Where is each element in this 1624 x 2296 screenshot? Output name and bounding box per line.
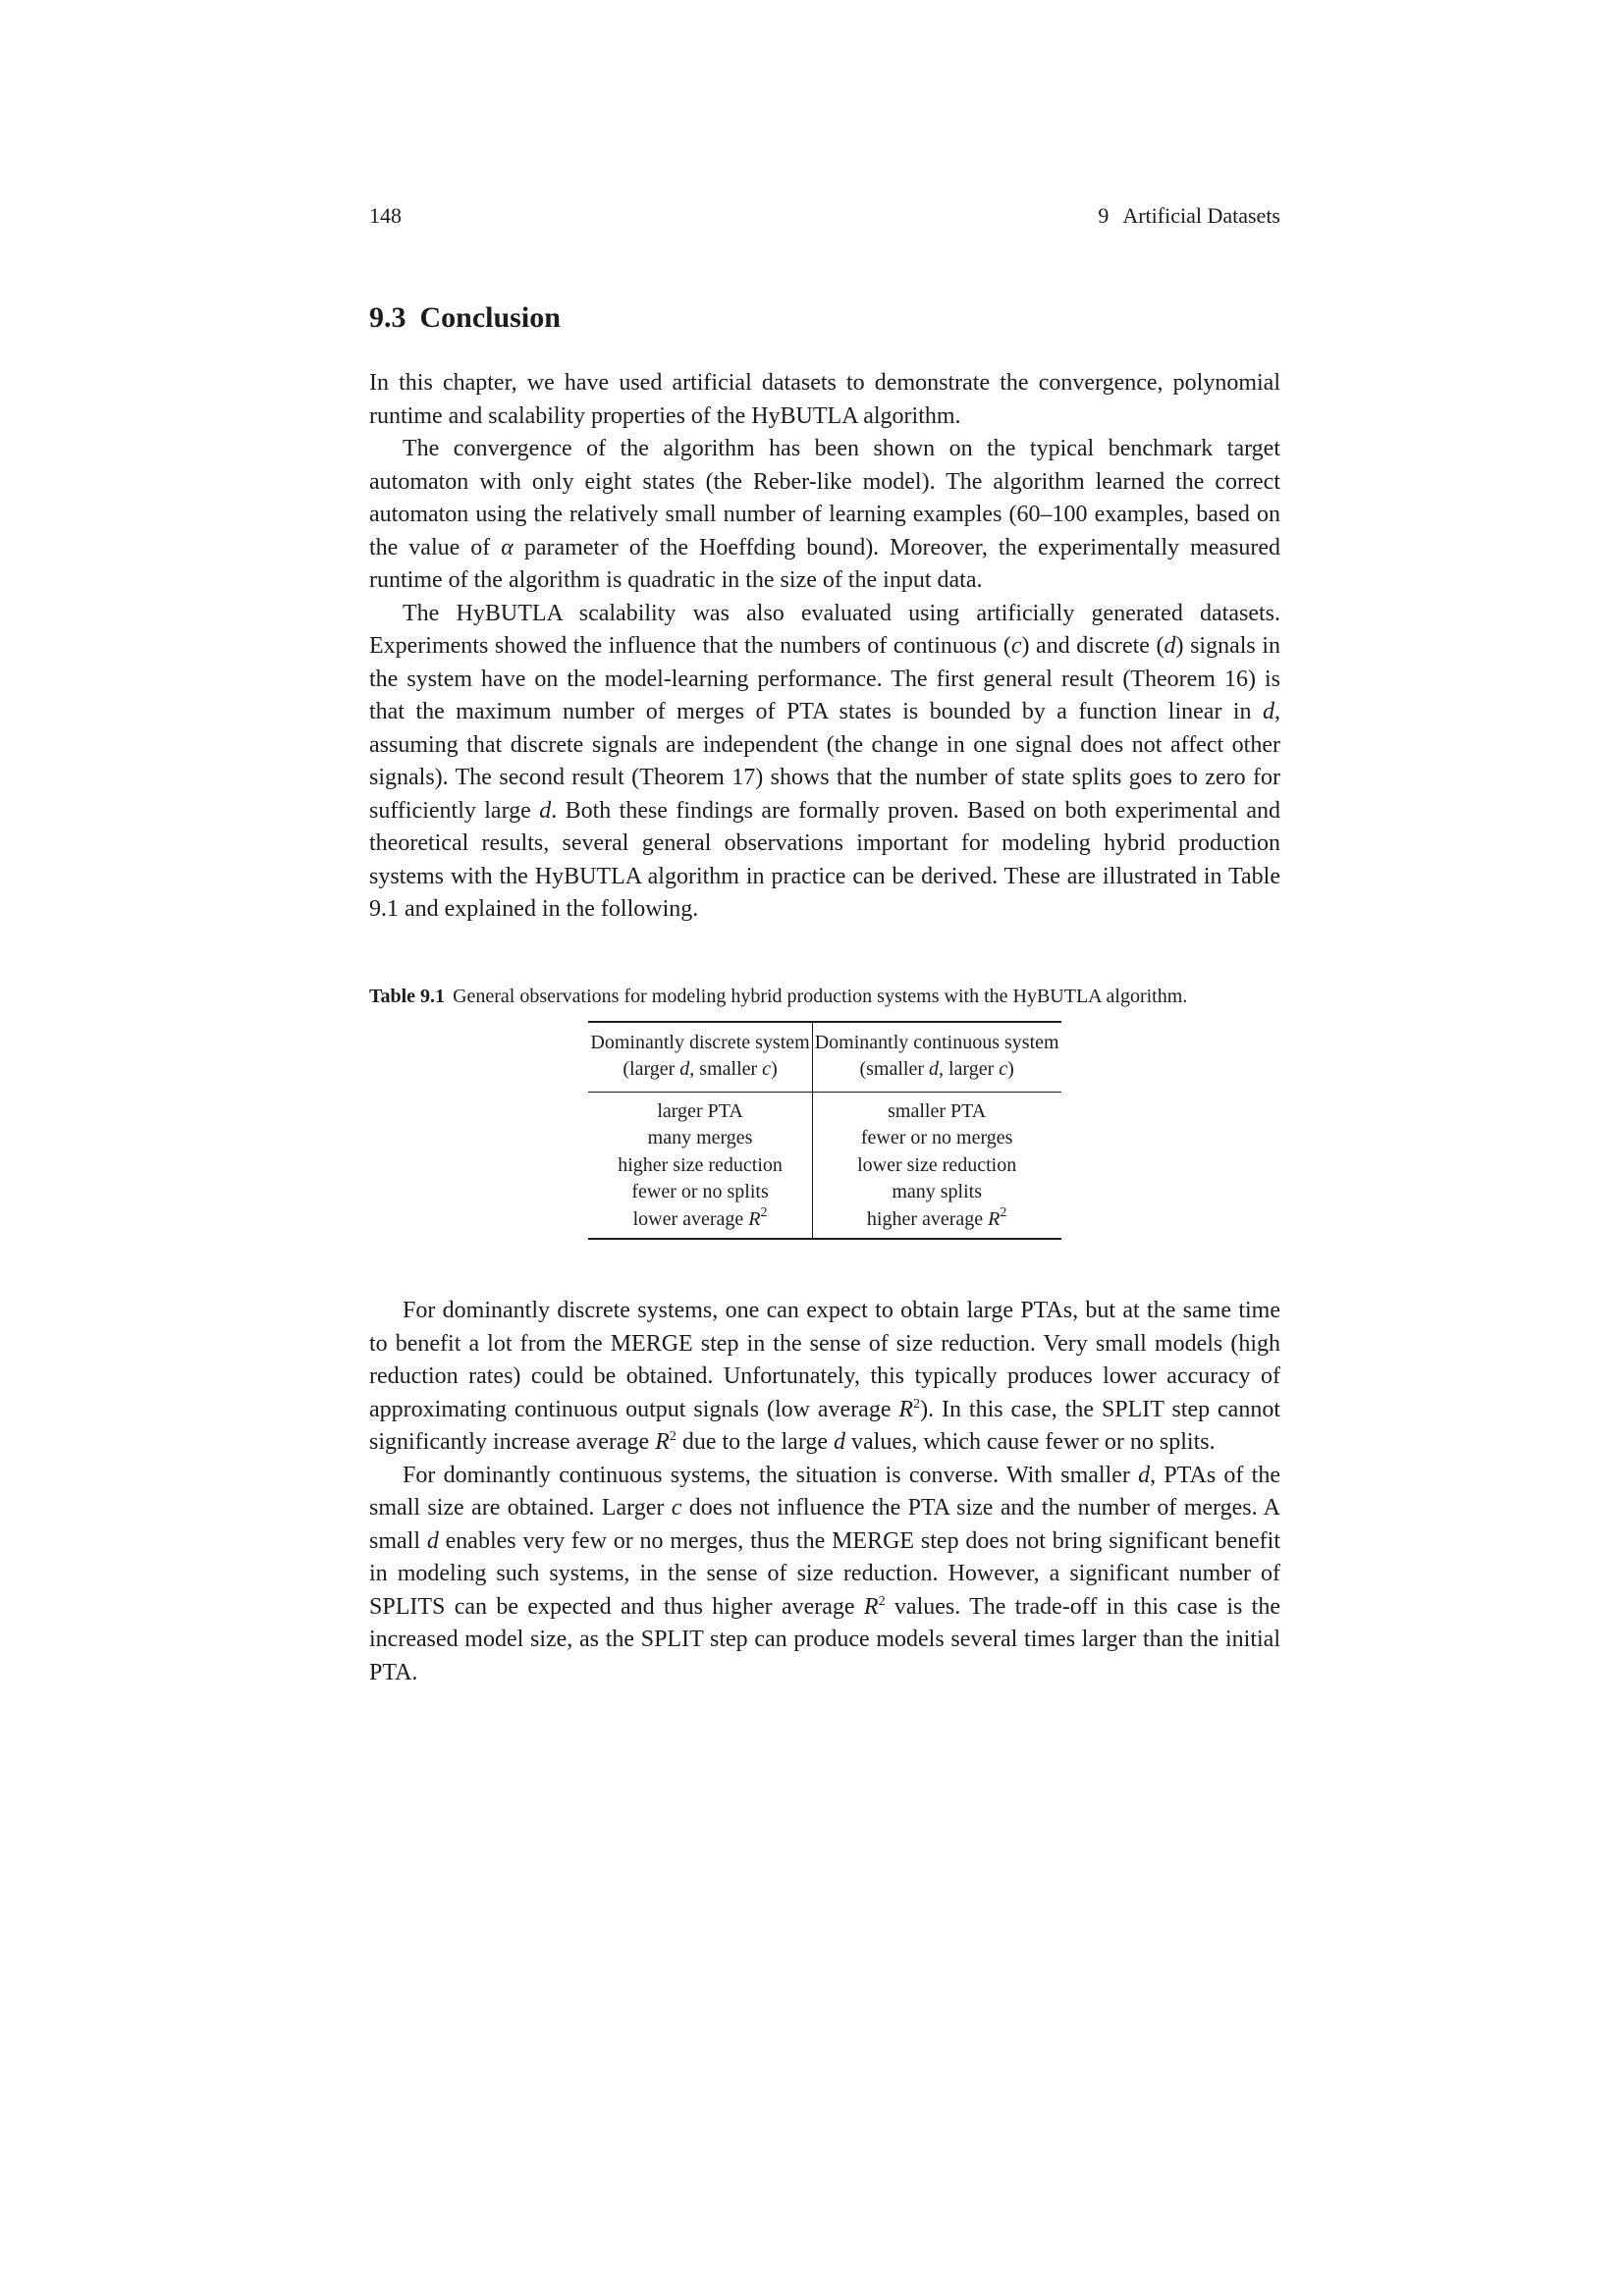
table-cell: fewer or no merges xyxy=(860,1127,1013,1148)
paragraph-4: For dominantly discrete systems, one can expect to obtain large PTAs, but at the same time to benefit a lot from the MERGE step in the sense of size reduction. Very small models (high reduction rates) could be obtained. Unfortunately, this typically produces lower accuracy of approximating continuous output signals (low average $R^2$). In this case, the SPLIT step cannot significantly increase average $R^2$ due to the large d values, which cause fewer or no splits. xyxy=(369,1298,1280,1455)
page-number: 148 xyxy=(369,203,402,228)
table-row xyxy=(588,1125,1060,1152)
running-head xyxy=(369,201,1280,231)
table-row xyxy=(588,1179,1060,1206)
table-row xyxy=(588,1092,1060,1125)
table-cell: lower average $R^2$ xyxy=(588,1206,812,1240)
table-cell: higher average $R^2$ xyxy=(866,1204,1007,1230)
section-title: Conclusion xyxy=(419,301,561,334)
table-row xyxy=(588,1206,1060,1240)
observations-table xyxy=(588,1021,1060,1241)
table-row xyxy=(588,1152,1060,1180)
section-number: 9.3 xyxy=(369,301,406,334)
table-label: Table 9.1 xyxy=(369,985,446,1007)
table-cell: fewer or no splits xyxy=(588,1179,812,1206)
chapter-heading xyxy=(1098,201,1280,231)
table-cell: smaller PTA xyxy=(888,1099,987,1122)
table-caption xyxy=(369,984,1280,1010)
table-cell: many splits xyxy=(892,1181,982,1202)
chapter-title: Artificial Datasets xyxy=(1122,203,1280,228)
section-heading xyxy=(369,298,1280,338)
col-header-discrete: Dominantly discrete system (larger d, smaller c) xyxy=(588,1022,812,1093)
paragraph-3: The HyBUTLA scalability was also evaluated using artificially generated datasets. Experiments showed the influence that the numbers of continuous (c) and discrete (d) signals in the system have on the model-learning performance. The first general result (Theorem 16) is that the maximum number of merges of PTA states is bounded by a function linear in d, assuming that discrete signals are independent (the change in one signal does not affect other signals). The second result (Theorem 17) shows that the number of state splits goes to zero for sufficiently large d. Both these findings are formally proven. Based on both experimental and theoretical results, several general observations important for modeling hybrid production systems with the HyBUTLA algorithm in practice can be derived. These are illustrated in Table 9.1 and explained in the following. xyxy=(369,600,1281,922)
discussion-text xyxy=(369,1295,1280,1689)
chapter-number: 9 xyxy=(1098,203,1110,228)
table-cell: many merges xyxy=(588,1125,812,1152)
page xyxy=(369,201,1280,1689)
col-header-continuous: Dominantly continuous system (smaller d, larger c) xyxy=(814,1031,1059,1080)
paragraph-5: For dominantly continuous systems, the situation is converse. With smaller d, PTAs of the small size are obtained. Larger c does not influence the PTA size and the number of merges. A small d enables very few or no merges, thus the MERGE step does not bring significant benefit in modeling such systems, in the sense of size reduction. However, a significant number of SPLITS can be expected and thus higher average $R^2$ values. The trade-off in this case is the increased model size, as the SPLIT step can produce models several times larger than the initial PTA. xyxy=(369,1462,1280,1685)
table-cell: higher size reduction xyxy=(588,1152,812,1180)
table-header-row xyxy=(588,1022,1060,1093)
paragraph-1: In this chapter, we have used artificial datasets to demonstrate the convergence, polynomial runtime and scalability properties of the HyBUTLA algorithm. xyxy=(369,370,1280,429)
paragraph-2: The convergence of the algorithm has been shown on the typical benchmark target automaton with only eight states (the Reber-like model). The algorithm learned the correct automaton using the relatively small number of learning examples (60–100 examples, based on the value of α parameter of the Hoeffding bound). Moreover, the experimentally measured runtime of the algorithm is quadratic in the size of the input data. xyxy=(369,436,1280,593)
table-cell: lower size reduction xyxy=(857,1153,1017,1176)
intro-text xyxy=(369,367,1280,927)
table-cell: larger PTA xyxy=(588,1092,812,1125)
table-caption-text: General observations for modeling hybrid production systems with the HyBUTLA algorithm. xyxy=(453,985,1188,1007)
